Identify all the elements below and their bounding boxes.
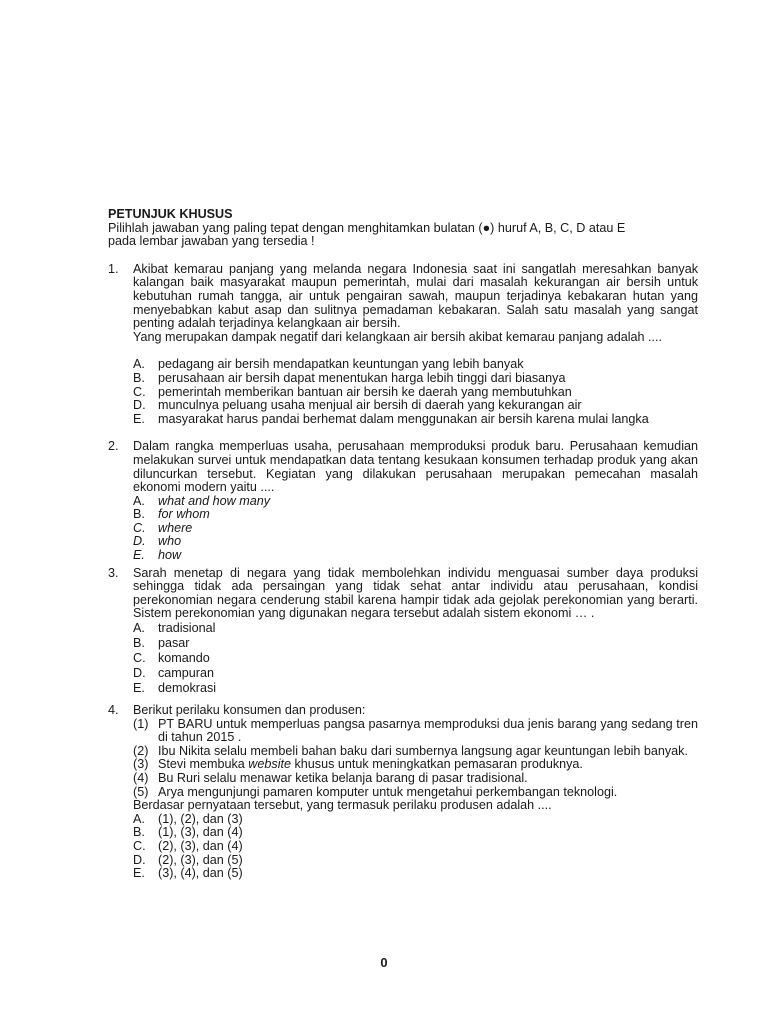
statement-item-1 — [133, 718, 698, 745]
statement-text-before: Stevi membuka — [158, 757, 249, 772]
option-label: B. — [133, 370, 145, 385]
question-text: Sarah menetap di negara yang tidak membolehkan individu menguasai sumber daya produksi sehingga tidak ada persaingan yang tidak sehat antar individu atau perusahaan, kondisi perekonomian negara cenderung stabil karena hampir tidak ada gejolak perekonomian yang berarti. Sistem perekonomian yang digunakan negara tersebut adalah sistem ekonomi … . — [133, 565, 698, 621]
option-label: A. — [133, 621, 145, 636]
option-text: pemerintah memberikan bantuan air bersih ke daerah yang membutuhkan — [158, 384, 572, 399]
question-number: 2. — [108, 439, 119, 454]
question-number: 4. — [108, 703, 119, 718]
question-body — [133, 704, 698, 881]
option-text: for whom — [158, 507, 210, 522]
statement-item-5 — [133, 786, 698, 800]
answer-option-e — [133, 867, 698, 881]
question-number: 1. — [108, 261, 119, 276]
answer-option-b — [133, 636, 698, 651]
answer-option-d — [133, 854, 698, 868]
answer-options — [133, 358, 698, 426]
statement-text-emphasis: website — [248, 757, 291, 772]
question-body — [133, 263, 698, 427]
option-label: E. — [133, 866, 145, 881]
answer-option-e — [133, 413, 698, 427]
option-label: D. — [133, 666, 146, 681]
document-page — [108, 208, 698, 881]
option-label: C. — [133, 520, 146, 535]
option-label: E. — [133, 411, 145, 426]
answer-options — [133, 621, 698, 696]
answer-option-e — [133, 681, 698, 696]
statement-item-4 — [133, 772, 698, 786]
answer-options — [133, 813, 698, 881]
question-3 — [108, 567, 698, 696]
answer-option-a — [133, 358, 698, 372]
option-text: (3), (4), dan (5) — [158, 866, 243, 881]
option-label: E. — [133, 681, 145, 696]
option-label: C. — [133, 384, 146, 399]
answer-option-c — [133, 840, 698, 854]
question-4 — [108, 704, 698, 881]
question-1 — [108, 263, 698, 427]
option-label: D. — [133, 534, 146, 549]
option-text: (1), (2), dan (3) — [158, 811, 243, 826]
answer-option-c — [133, 651, 698, 666]
option-label: B. — [133, 636, 145, 651]
page-number: 0 — [380, 955, 388, 970]
statement-label: (3) — [133, 757, 149, 772]
option-text: tradisional — [158, 621, 216, 636]
option-label: C. — [133, 651, 146, 666]
answer-option-d — [133, 535, 698, 549]
option-text: komando — [158, 651, 210, 666]
option-label: D. — [133, 852, 146, 867]
instructions-line-1: Pilihlah jawaban yang paling tepat dengan menghitamkan bulatan (●) huruf A, B, C, D atau E — [108, 220, 626, 235]
answer-option-c — [133, 386, 698, 400]
question-text: Dalam rangka memperluas usaha, perusahaan memproduksi produk baru. Perusahaan kemudian melakukan survei untuk mendapatkan data tentang kesukaan konsumen terhadap produk yang akan diluncurkan tersebut. Kegiatan yang dilakukan perusahaan merupakan pemecahan masalah ekonomi modern yaitu .... — [133, 439, 698, 495]
option-text: (1), (3), dan (4) — [158, 825, 243, 840]
instructions — [108, 208, 698, 249]
statement-item-2 — [133, 745, 698, 759]
option-label: A. — [133, 493, 145, 508]
option-label: B. — [133, 507, 145, 522]
option-label: D. — [133, 398, 146, 413]
answer-option-e — [133, 549, 698, 563]
statement-item-3 — [133, 758, 698, 772]
option-text: who — [158, 534, 182, 549]
option-text: what and how many — [158, 493, 271, 508]
answer-option-b — [133, 826, 698, 840]
option-text: (2), (3), dan (4) — [158, 838, 243, 853]
answer-option-b — [133, 508, 698, 522]
option-text: demokrasi — [158, 681, 217, 696]
statement-text-after: khusus untuk meningkatkan pemasaran produknya. — [291, 757, 583, 772]
question-text: Berikut perilaku konsumen dan produsen: — [133, 703, 366, 718]
statement-label: (5) — [133, 784, 149, 799]
answer-option-b — [133, 372, 698, 386]
option-label: C. — [133, 838, 146, 853]
statement-list — [133, 718, 698, 800]
option-text: munculnya peluang usaha menjual air bersih di daerah yang kekurangan air — [158, 398, 582, 413]
question-text: Akibat kemarau panjang yang melanda negara Indonesia saat ini sangatlah meresahkan banyak kalangan baik masyarakat maupun pemerintah, mulai dari masalah kekurangan air bersih untuk kebutuhan rumah tangga, air untuk pengairan sawah, maupun terjadinya kebakaran hutan yang menyebabkan kabut asap dan sulitnya pemadaman kebakaran. Salah satu masalah yang sangat penting adalah terjadinya kelangkaan air bersih. — [133, 261, 698, 331]
instructions-line-2: pada lembar jawaban yang tersedia ! — [108, 234, 315, 249]
question-prompt: Berdasar pernyataan tersebut, yang termasuk perilaku produsen adalah .... — [133, 798, 552, 813]
question-2 — [108, 440, 698, 562]
answer-option-d — [133, 666, 698, 681]
option-text: where — [158, 520, 193, 535]
statement-text: PT BARU untuk memperluas pangsa pasarnya memproduksi dua jenis barang yang sedang tren di tahun 2015 . — [158, 716, 698, 745]
answer-option-c — [133, 522, 698, 536]
question-prompt: Yang merupakan dampak negatif dari kelangkaan air bersih akibat kemarau panjang adalah .... — [133, 329, 663, 344]
answer-option-a — [133, 621, 698, 636]
question-body — [133, 567, 698, 696]
question-body — [133, 440, 698, 562]
option-text: (2), (3), dan (5) — [158, 852, 243, 867]
option-label: A. — [133, 357, 145, 372]
option-text: pedagang air bersih mendapatkan keuntungan yang lebih banyak — [158, 357, 524, 372]
answer-options — [133, 495, 698, 563]
statement-text: Bu Ruri selalu menawar ketika belanja barang di pasar tradisional. — [158, 771, 528, 785]
statement-label: (1) — [133, 716, 149, 731]
answer-option-d — [133, 399, 698, 413]
option-text: pasar — [158, 636, 190, 651]
option-label: E. — [133, 548, 145, 563]
statement-label: (2) — [133, 743, 149, 758]
answer-option-a — [133, 495, 698, 509]
statement-text — [158, 758, 698, 772]
question-number: 3. — [108, 565, 119, 580]
option-label: A. — [133, 811, 145, 826]
statement-text: Ibu Nikita selalu membeli bahan baku dari sumbernya langsung agar keuntungan lebih banyak. — [158, 743, 688, 758]
option-label: B. — [133, 825, 145, 840]
statement-label: (4) — [133, 771, 149, 785]
instructions-title: PETUNJUK KHUSUS — [108, 207, 233, 221]
statement-text: Arya mengunjungi pamaren komputer untuk mengetahui perkembangan teknologi. — [158, 784, 618, 799]
option-text: perusahaan air bersih dapat menentukan harga lebih tinggi dari biasanya — [158, 370, 566, 385]
option-text: how — [158, 548, 182, 563]
answer-option-a — [133, 813, 698, 827]
option-text: masyarakat harus pandai berhemat dalam menggunakan air bersih karena mulai langka — [158, 411, 649, 426]
option-text: campuran — [158, 666, 215, 681]
